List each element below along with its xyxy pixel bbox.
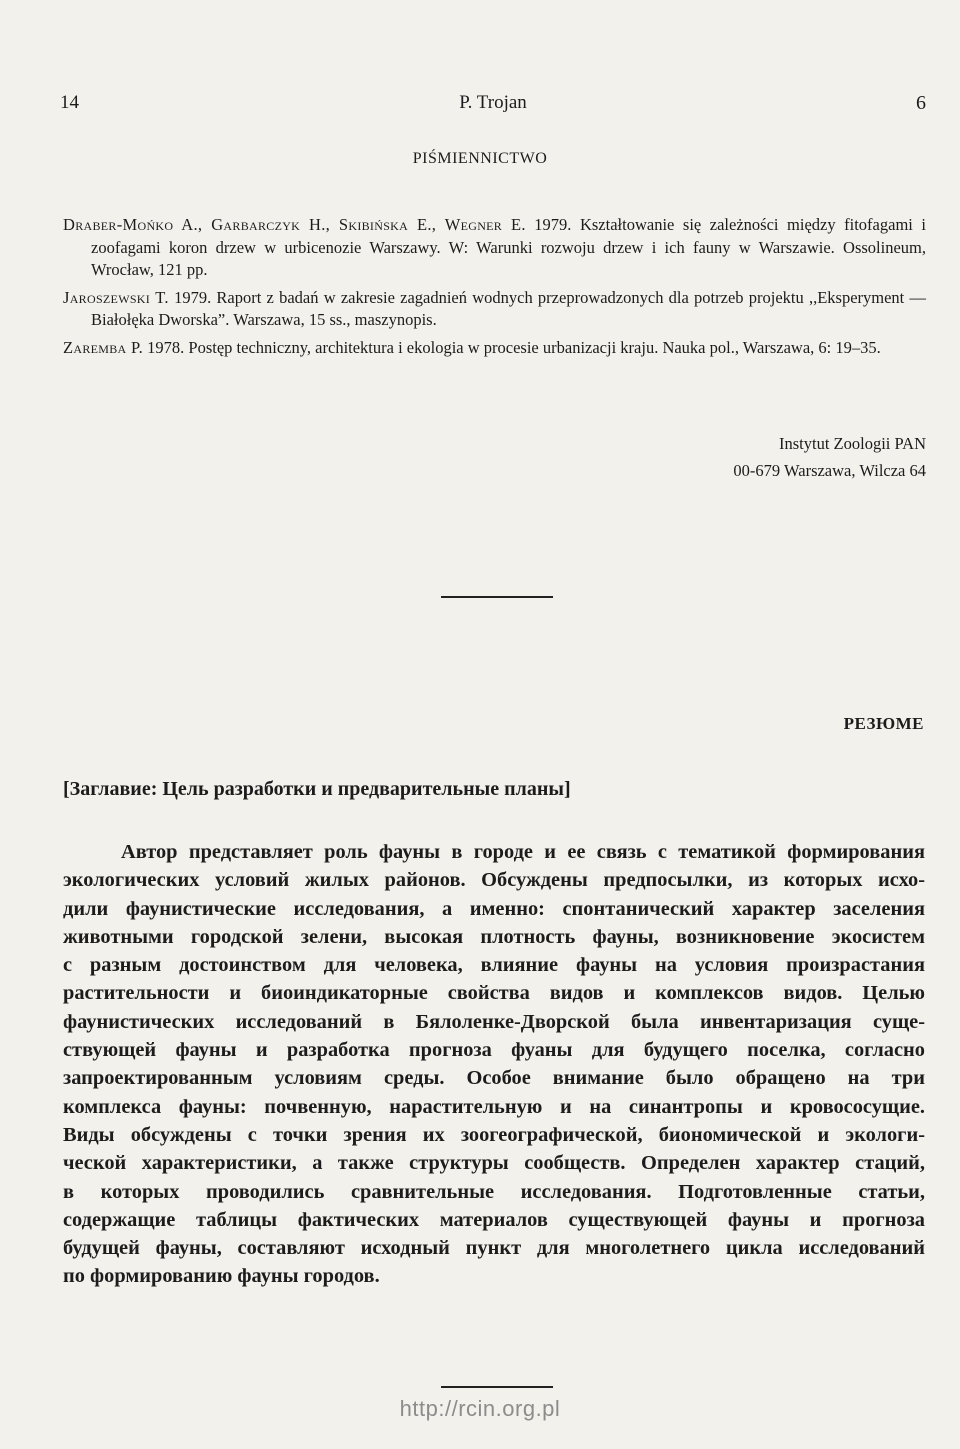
summary-line: содержащие таблицы фактических материалов существующей фауны и прогноза xyxy=(63,1208,925,1231)
running-title: P. Trojan xyxy=(459,92,527,113)
summary-line: фаунистических исследований в Бялоленке-Дворской была инвентаризация суще- xyxy=(63,1010,925,1033)
reference-authors: Zaremba P. xyxy=(63,337,144,357)
references-list xyxy=(63,214,926,364)
summary-line: ствующей фауны и разработка прогноза фуаны для будущего поселка, согласно xyxy=(63,1039,925,1062)
reference-item xyxy=(63,214,926,282)
summary-title: [Заглавие: Цель разработки и предварительные планы] xyxy=(63,778,571,800)
page-number-left: 14 xyxy=(60,92,79,113)
summary-line: Автор представляет роль фауны в городе и ее связь с тематикой формирования xyxy=(121,841,925,863)
affiliation-institute: Instytut Zoologii PAN xyxy=(779,434,926,453)
summary-line: с разным достоинством для человека, влияние фауны на условия произрастания xyxy=(63,954,925,977)
page-number-right: 6 xyxy=(916,92,926,114)
summary-line: дили фаунистические исследования, а именно: спонтанический характер заселения xyxy=(63,897,925,920)
summary-line: животными городской зелени, высокая плотность фауны, возникновение экосистем xyxy=(63,925,925,948)
summary-line: по формированию фауны городов. xyxy=(63,1265,380,1288)
reference-authors: Jaroszewski T. xyxy=(63,287,169,307)
page-header xyxy=(60,92,926,122)
summary-line: экологических условий жилых районов. Обсуждены предпосылки, из которых исхо- xyxy=(63,869,925,892)
summary-line: растительности и биоиндикаторные свойства видов и комплексов видов. Целью xyxy=(63,982,925,1005)
summary-heading: РЕЗЮМЕ xyxy=(843,714,924,733)
summary-line: Виды обсуждены с точки зрения их зоогеографической, биономической и экологи- xyxy=(63,1123,925,1146)
summary-line: будущей фауны, составляют исходный пункт для многолетнего цикла исследований xyxy=(63,1237,925,1260)
affiliation-address: 00-679 Warszawa, Wilcza 64 xyxy=(733,461,926,480)
references-heading: PIŚMIENNICTWO xyxy=(412,150,548,167)
reference-item xyxy=(63,287,926,332)
reference-details: 1979. Kształtowanie się zależności między fitofagami i zoofagami koron drzew w urbicenozie Warszawy. W: Warunki rozwoju drzew i ich fauny w Warszawie. Ossolineum, Wrocław, 121 pp. xyxy=(91,215,926,279)
reference-item xyxy=(63,337,926,360)
reference-authors: Draber-Mońko A., Garbarczyk H., Skibińska E., Wegner E. xyxy=(63,215,526,234)
summary-line: ческой характеристики, а также структуры сообществ. Определен характер стаций, xyxy=(63,1152,925,1175)
summary-line: комплекса фауны: почвенную, нарастительную и на синантропы и кровососущие. xyxy=(63,1095,925,1118)
author-affiliation xyxy=(733,430,926,484)
reference-details: 1979. Raport z badań w zakresie zagadnień wodnych przeprowadzonych dla potrzeb projektu ,,Eksperyment — Białołęka Dworska”. Warszawa, 15 ss., maszynopis. xyxy=(91,287,926,329)
source-url-watermark: http://rcin.org.pl xyxy=(399,1396,561,1421)
summary-body xyxy=(63,838,925,1291)
summary-line: в которых проводились сравнительные исследования. Подготовленные статьи, xyxy=(63,1180,925,1203)
section-divider xyxy=(441,596,553,598)
summary-line: запроектированным условиям среды. Особое внимание было обращено на три xyxy=(63,1067,925,1090)
footer-divider xyxy=(441,1386,553,1388)
reference-details: 1978. Postęp techniczny, architektura i ekologia w procesie urbanizacji kraju. Nauka pol., Warszawa, 6: 19–35. xyxy=(143,337,881,357)
